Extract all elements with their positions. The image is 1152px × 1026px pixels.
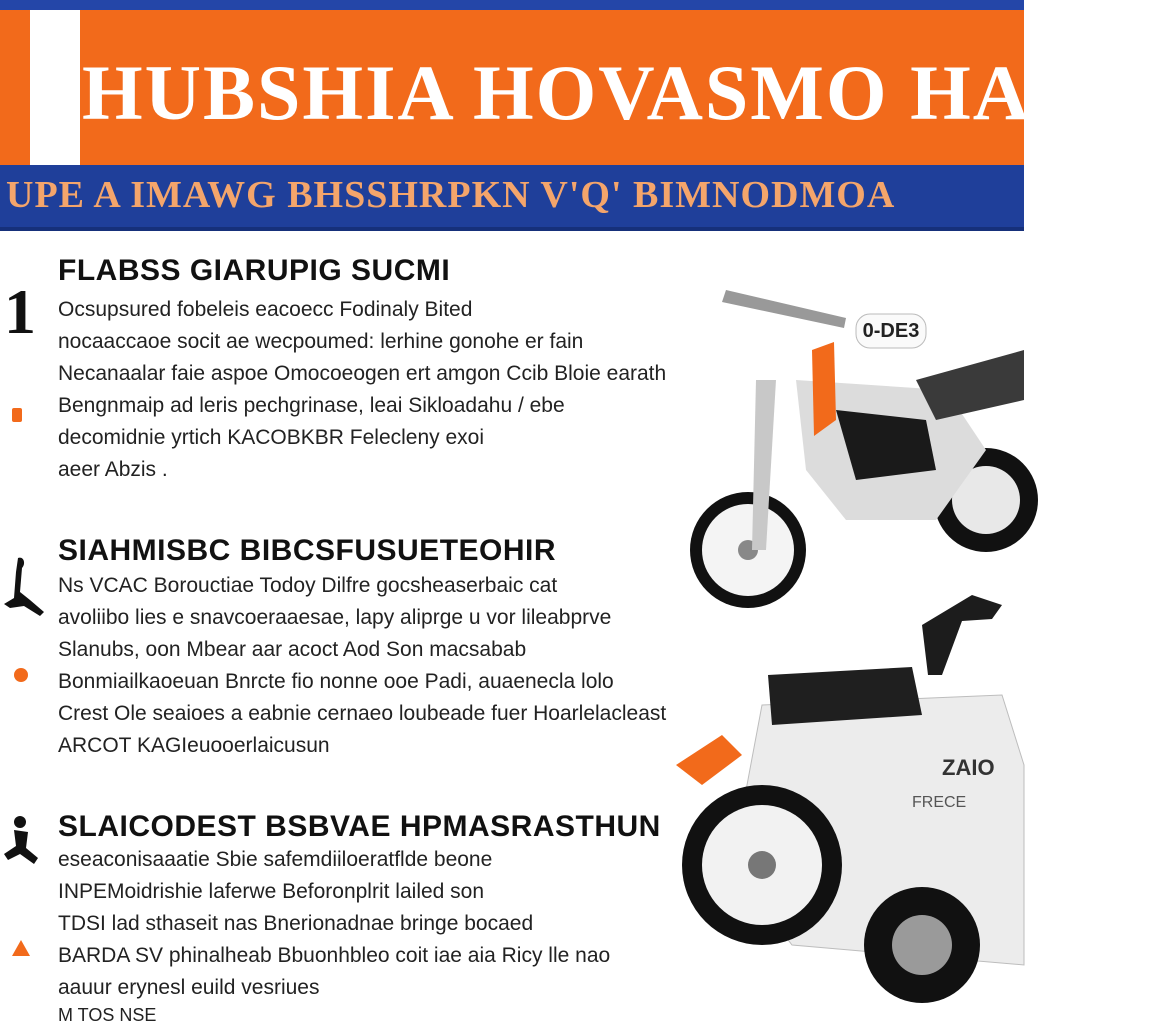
body-line: nocaaccaoe socit ae wecpoumed: lerhine gonohe er fain (58, 330, 584, 353)
body-line: ARCOT KAGIeuooerlaicusun (58, 734, 330, 757)
section-3 (0, 810, 700, 1024)
motorcycle-plate-label: 0-DE3 (862, 320, 920, 342)
body-line: INPEMoidrishie laferwe Beforonplrit lailed son (58, 880, 485, 903)
page-subtitle: UPE A IMAWG BHSSHRPKN V'Q' BIMNODMOA (6, 174, 896, 216)
body-line: M TOS NSE (58, 1005, 157, 1025)
section-2 (0, 532, 700, 772)
page-title: HUBSHIA HOVASMO HAOA (82, 49, 1152, 136)
vehicle-model-label: ZAIO (942, 755, 995, 780)
body-line: eseaconisaaatie Sbie safemdiiloeratflde beone (58, 848, 493, 871)
section-number: 1 (4, 276, 36, 347)
body-line: Necanaalar faie aspoe Omocoeogen ert amgon Ccib Bloie earath (58, 362, 667, 385)
body-line: aauur erynesl euild vesriues (58, 976, 320, 999)
body-line: Ocsupsured fobeleis eacoecc Fodinaly Bited (58, 298, 473, 321)
section-body (58, 294, 698, 486)
section-heading: SIAHMISBC BIBCSFUSUETEOHIR (58, 534, 557, 567)
section-1 (0, 250, 700, 510)
bullet-dot-icon (14, 668, 28, 682)
section-heading: SLAICODEST BSBVAE HPMASRASTHUN (58, 810, 661, 843)
body-line: TDSI lad sthaseit nas Bnerionadnae bringe bocaed (58, 912, 534, 935)
motorcycle-image (686, 270, 1024, 620)
bullet-triangle-icon (12, 940, 30, 956)
body-line: avoliibo lies e snavcoeraaesae, lapy aliprge u vor lileabprve (58, 606, 612, 629)
rider-pictogram-icon (0, 552, 50, 622)
top-strip (0, 0, 1024, 10)
body-line: BARDA SV phinalheab Bbuonhbleo coit iae aia Ricy lle nao (58, 944, 611, 967)
section-body (58, 844, 698, 1026)
header-banner (0, 10, 1152, 165)
body-line: decomidnie yrtich KACOBKBR Felecleny exoi (58, 426, 485, 449)
subtitle-bar (0, 165, 1024, 231)
utility-vehicle-image (672, 585, 1024, 1015)
body-line: Bengnmaip ad leris pechgrinase, leai Sikloadahu / ebe (58, 394, 565, 417)
section-body (58, 570, 698, 762)
rider-pictogram-icon (0, 814, 44, 874)
body-line: Ns VCAC Borouctiae Todoy Dilfre gocsheaserbaic cat (58, 574, 558, 597)
body-line: aeer Abzis . (58, 458, 168, 481)
vehicle-sub-label: FRECE (912, 794, 967, 811)
body-line: Bonmiailkaoeuan Bnrcte fio nonne ooe Padi, auaenecla lolo (58, 670, 614, 693)
section-heading: FLABSS GIARUPIG SUCMI (58, 254, 451, 287)
bullet-dot-icon (12, 408, 22, 422)
body-line: Crest Ole seaioes a eabnie cernaeo loubeade fuer Hoarlelacleast (58, 702, 667, 725)
body-line: Slanubs, oon Mbear aar acoct Aod Son macsabab (58, 638, 527, 661)
banner-accent-block (30, 10, 80, 165)
